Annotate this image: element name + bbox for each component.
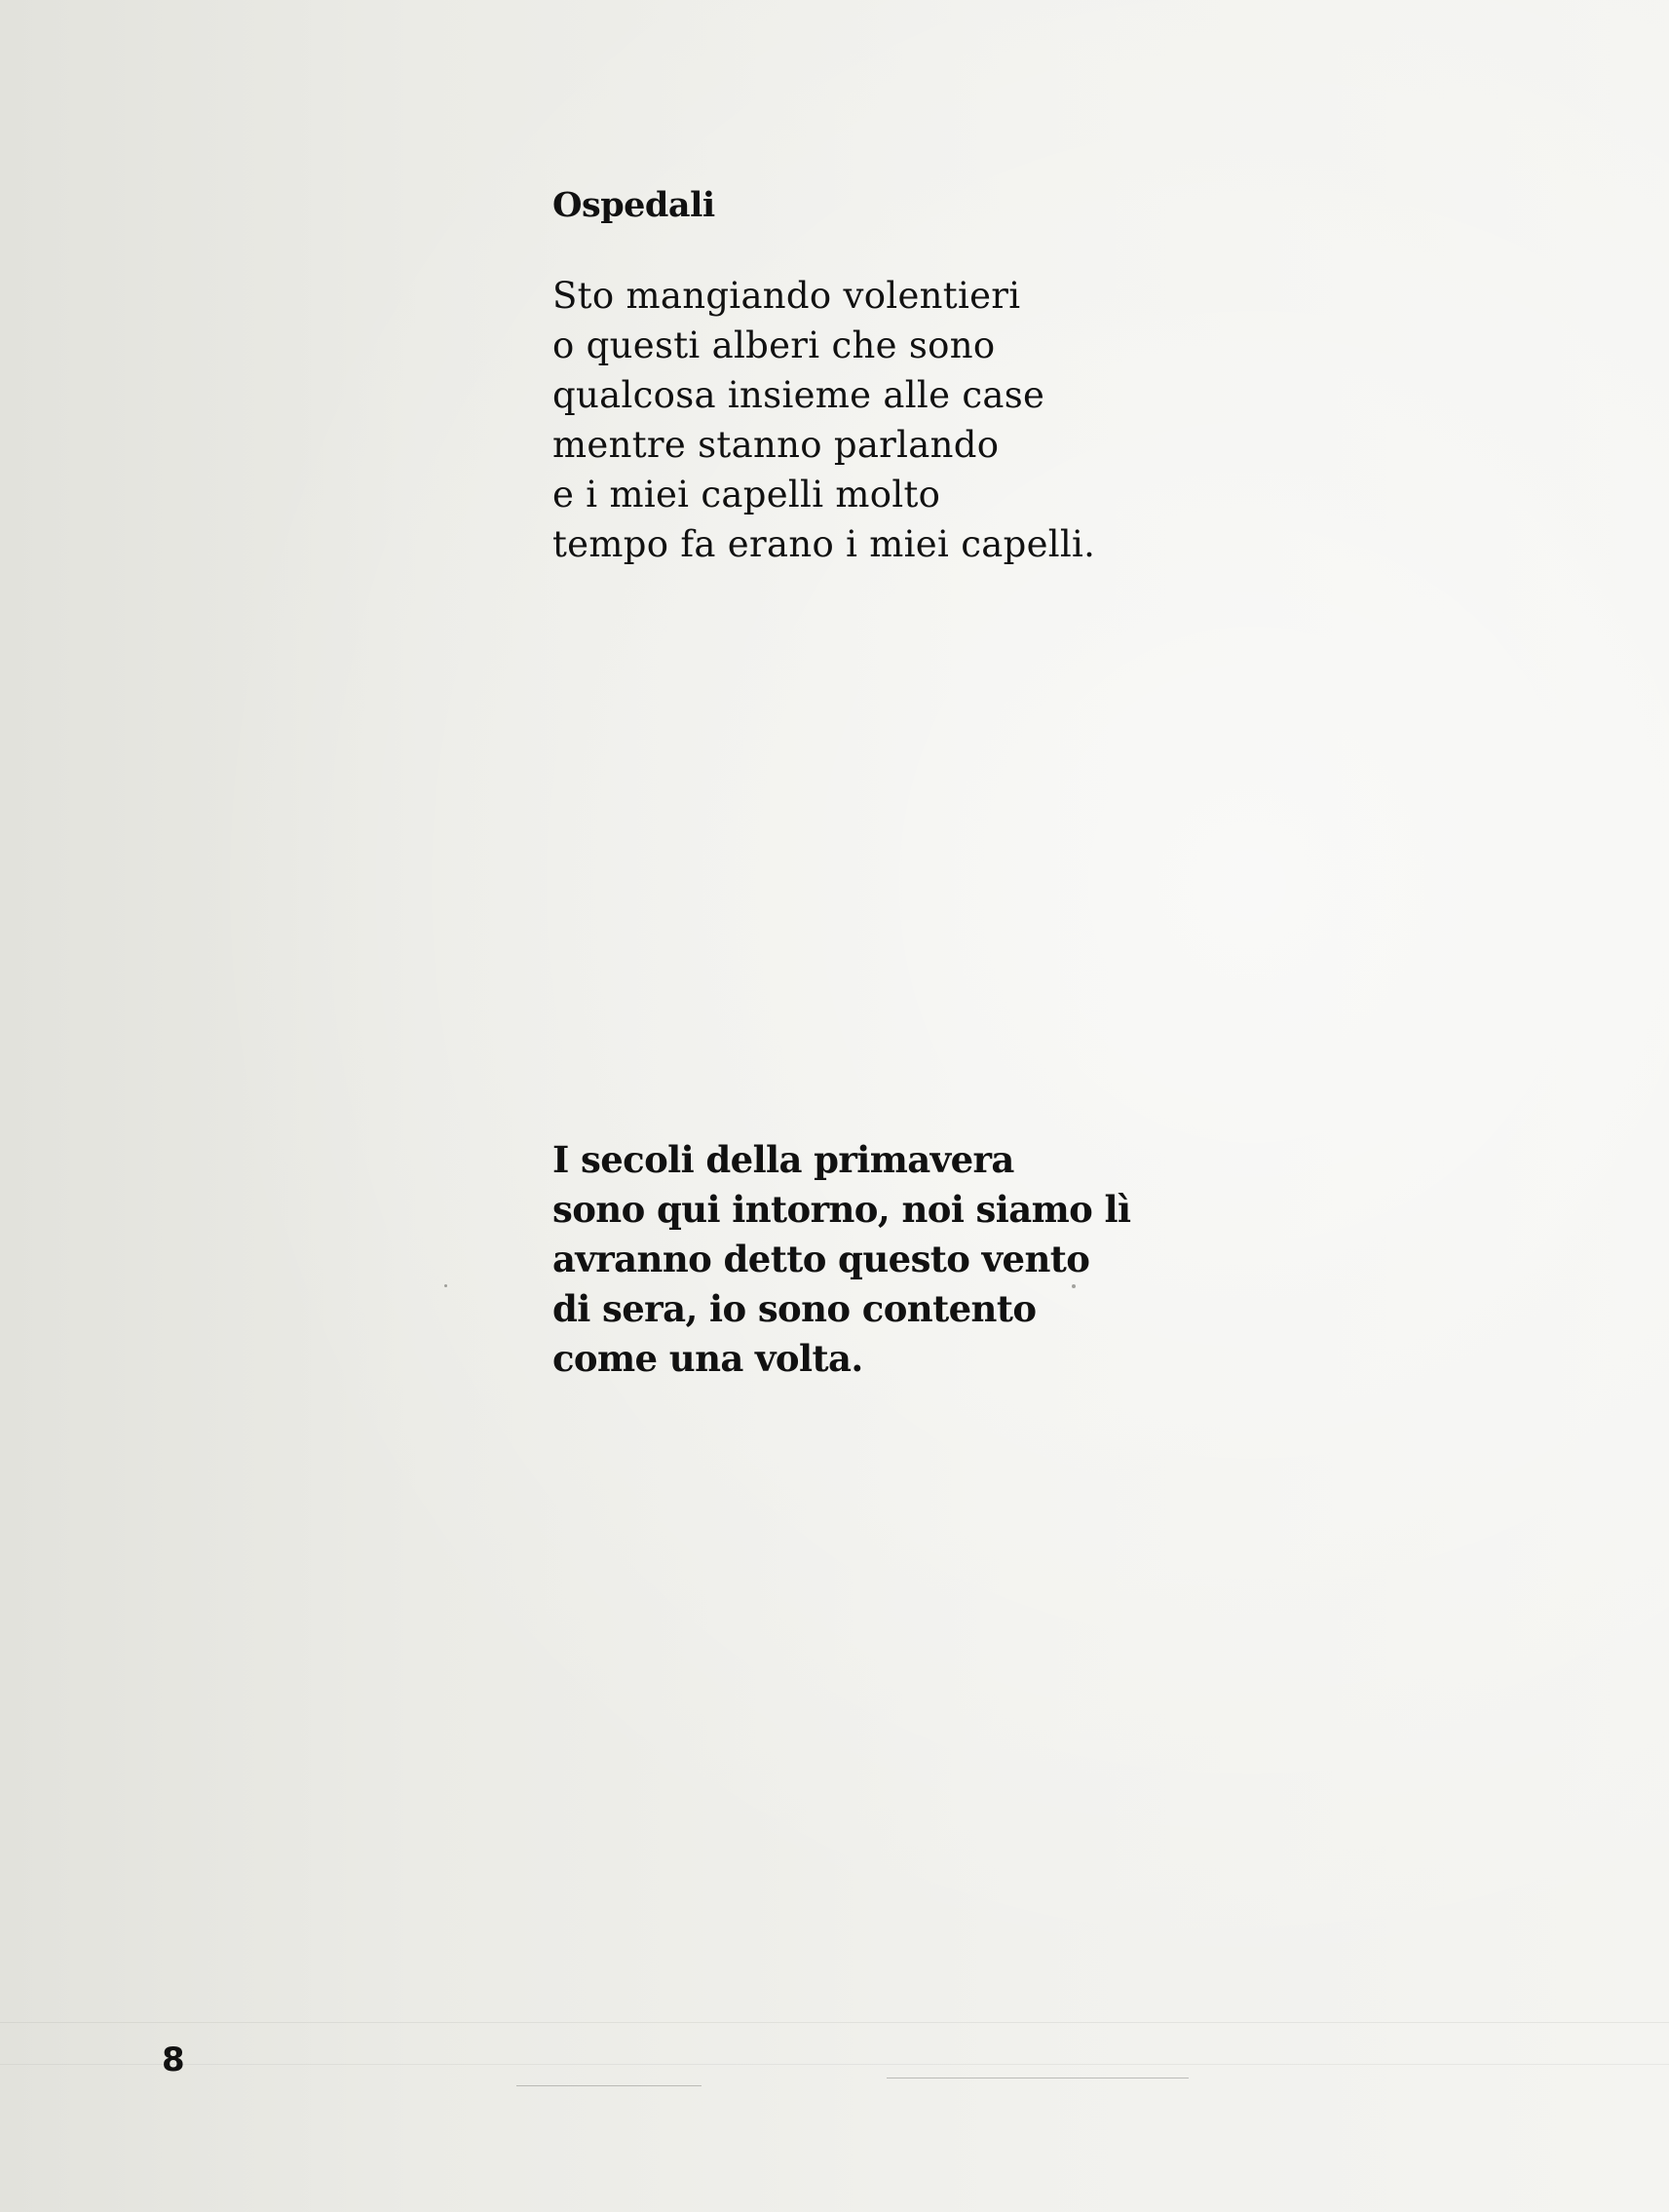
poem-line: sono qui intorno, noi siamo lì — [552, 1188, 1131, 1231]
poem-line: di sera, io sono contento — [552, 1287, 1037, 1330]
poem-line: Sto mangiando volentieri — [552, 275, 1021, 317]
poem-line: e i miei capelli molto — [552, 474, 941, 515]
poem-secoli — [552, 1135, 1429, 1384]
poem-line: I secoli della primavera — [552, 1138, 1014, 1181]
poem-line: tempo fa erano i miei capelli. — [552, 523, 1096, 565]
divider-line — [516, 2085, 702, 2086]
poem-title: Ospedali — [552, 185, 715, 225]
poem-line: avranno detto questo vento — [552, 1238, 1090, 1280]
poem-line: mentre stanno parlando — [552, 424, 1000, 466]
divider-line — [887, 2078, 1189, 2079]
poem-ospedali — [552, 181, 1429, 569]
poem-line: come una volta. — [552, 1337, 863, 1380]
poem-line: qualcosa insieme alle case — [552, 374, 1045, 416]
page-shadow-line — [0, 2022, 1669, 2023]
paper-speck — [444, 1284, 447, 1287]
poem-body — [552, 1135, 1429, 1384]
page-shadow-line — [0, 2064, 1669, 2065]
poem-body — [552, 271, 1429, 569]
poem-line: o questi alberi che sono — [552, 324, 996, 366]
page-number: 8 — [162, 2040, 185, 2079]
